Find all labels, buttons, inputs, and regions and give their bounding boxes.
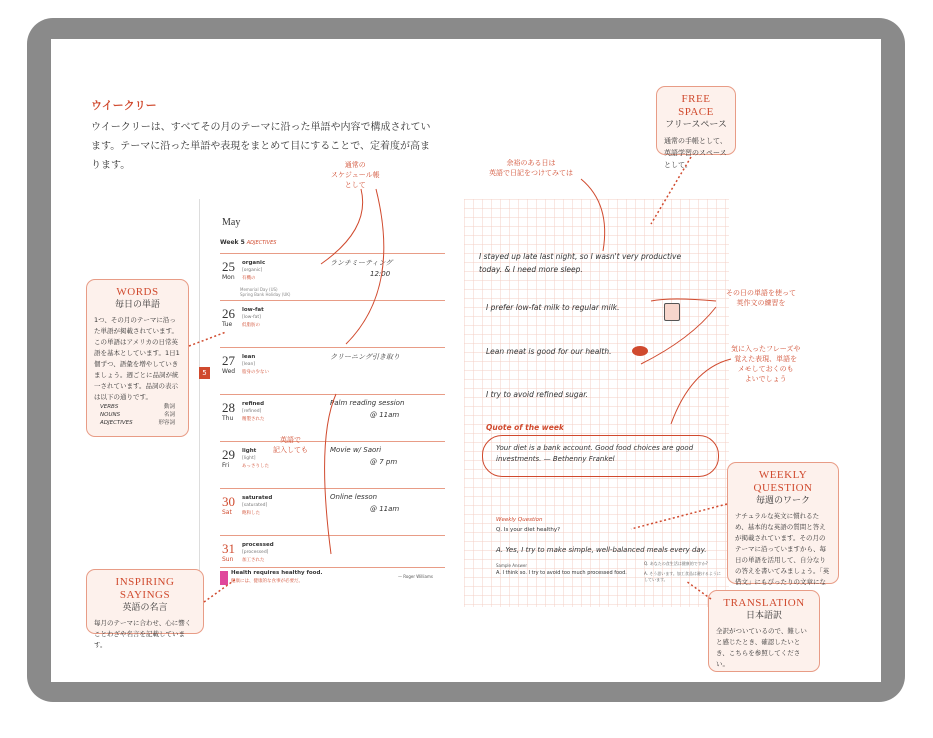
note-use-word: その日の単語を使って 英作文の練習を — [726, 289, 796, 307]
pos-en: VERBS — [100, 404, 119, 410]
day-note: ランチミーティング — [330, 259, 393, 267]
saying-author: — Roger Williams — [398, 574, 433, 579]
day-name: Tue — [222, 321, 233, 328]
day-word-jp: あっさりした — [242, 464, 269, 469]
day-word: organic — [242, 260, 266, 266]
translation-title: TRANSLATION — [723, 597, 805, 609]
pos-en: ADJECTIVES — [100, 420, 133, 426]
translation-q: Q. あなたの食生活は健康的ですか? — [644, 561, 708, 566]
day-name: Sat — [222, 509, 232, 516]
day-word: refined — [242, 401, 265, 407]
day-name: Fri — [222, 462, 230, 469]
day-name: Sun — [222, 556, 234, 563]
inspiring-title: INSPIRING SAYINGS — [115, 576, 175, 601]
day-word: light — [242, 448, 257, 454]
free-space-body: 通常の手帳として、英語学習のスペースとして。 — [664, 137, 727, 169]
sample-answer: A. I think so. I try to avoid too much processed food. — [496, 570, 627, 576]
free-space-subtitle: フリースペース — [665, 120, 727, 130]
translation-body: 全訳がついているので、難しいと感じたとき、確認したいとき、こちらを参照してください。 — [716, 627, 807, 668]
weekly-question-label: Weekly Question — [496, 517, 543, 523]
day-word-jp: 飽和した — [242, 511, 260, 516]
month-tab[interactable]: 5 — [199, 367, 210, 379]
day-note: Palm reading session — [330, 399, 405, 407]
sentence-3: I try to avoid refined sugar. — [486, 390, 589, 399]
day-word: processed — [242, 542, 274, 548]
diary-line-1: I stayed up late last night, so I wasn't very productive — [479, 252, 682, 261]
day-note-time: @ 11am — [370, 411, 400, 419]
day-number: 26 — [222, 306, 235, 321]
note-diary: 余裕のある日は 英語で日記をつけてみては — [489, 159, 573, 177]
pos-en: NOUNS — [100, 412, 121, 418]
free-space-title: FREE SPACE — [678, 93, 714, 118]
translation-subtitle: 日本語訳 — [745, 611, 782, 621]
day-note: クリーニング引き取り — [330, 353, 400, 361]
note-schedule: 通常の スケジュール帳 として — [331, 161, 380, 189]
day-word-pron: [lean] — [242, 362, 256, 367]
day-word: saturated — [242, 495, 273, 501]
intro-heading: ウイークリー — [91, 99, 157, 112]
sample-label: Sample Answer — [496, 563, 528, 568]
diary-line-2: today. & I need more sleep. — [479, 265, 583, 274]
inspiring-subtitle: 英語の名言 — [122, 603, 168, 613]
day-word-jp: 精製された — [242, 417, 265, 422]
pos-jp: 名詞 — [163, 412, 175, 418]
saying-jp: 健康には、健康的な食事が必要だ。 — [231, 579, 303, 584]
day-word-jp: 有機の — [242, 276, 256, 281]
weekly-question-title: WEEKLY QUESTION — [753, 469, 813, 494]
day-word: lean — [242, 354, 256, 360]
sentence-2: Lean meat is good for our health. — [486, 347, 612, 356]
note-english-write: 英語で 記入しても — [273, 436, 308, 454]
day-note: Movie w/ Saori — [330, 446, 382, 454]
week-number: Week 5 — [220, 239, 245, 246]
day-word-pron: [low-fat] — [242, 315, 261, 320]
sentence-1: I prefer low-fat milk to regular milk. — [486, 303, 620, 312]
day-word-pron: [light] — [242, 456, 256, 461]
day-number: 29 — [222, 447, 235, 462]
intro-text: ウイークリーは、すべてその月のテーマに沿った単語や内容で構成されています。テーマに沿った単語や表現をまとめて目にすることで、定着度が高まります。 — [91, 122, 431, 171]
day-number: 31 — [222, 541, 235, 556]
day-word-pron: [refined] — [242, 409, 262, 414]
day-word-pron: [organic] — [242, 268, 263, 273]
day-word-jp: 脂身の少ない — [242, 370, 269, 375]
words-subtitle: 毎日の単語 — [114, 300, 160, 310]
weekly-question-subtitle: 毎週のワーク — [755, 496, 810, 506]
day-number: 28 — [222, 400, 235, 415]
day-number: 27 — [222, 353, 235, 368]
day-word-pron: [saturated] — [242, 503, 268, 508]
day-note-time: @ 7 pm — [370, 458, 398, 466]
day-word-jp: 加工された — [242, 558, 265, 563]
week-pos: ADJECTIVES — [246, 240, 277, 246]
leader-lines — [51, 39, 881, 682]
day-holiday: Memorial Day (US) Spring Bank Holiday (UK) — [240, 287, 291, 297]
day-word-pron: [processed] — [242, 550, 269, 555]
brochure-page — [51, 39, 881, 682]
words-title: WORDS — [116, 286, 159, 298]
day-number: 30 — [222, 494, 235, 509]
day-note: Online lesson — [330, 493, 378, 501]
words-body: 1つ、その月のテーマに沿った単語が掲載されています。この単語はアメリカの日常英語を基本としています。1日1個ずつ、語彙を増やしていきましょう。週ごとに品詞が統一されています。品詞の表示は以下の通りです。 — [94, 316, 180, 401]
inspiring-body: 毎月のテーマに合わせ、心に響くことわざや名言を記載しています。 — [94, 619, 192, 649]
day-note-time: @ 11am — [370, 505, 400, 513]
answer-text: A. Yes, I try to make simple, well-balanced meals every day. — [496, 546, 707, 554]
translation-a: A. そう思います。加工食品は避けるようにしています。 — [644, 571, 721, 582]
day-number: 25 — [222, 259, 235, 274]
day-name: Wed — [222, 368, 236, 375]
question-text: Q. Is your diet healthy? — [496, 527, 561, 533]
pos-jp: 形容詞 — [158, 420, 175, 426]
pos-jp: 動詞 — [163, 404, 175, 410]
day-word: low-fat — [242, 307, 264, 313]
day-name: Thu — [222, 415, 234, 422]
quote-heading: Quote of the week — [486, 423, 564, 432]
quote-text: Your diet is a bank account. Good food choices are good investments. — Bethenny Frankel — [496, 444, 694, 463]
weekly-question-body: ナチュラルな英文に慣れるため、基本的な英語の質問と答えが掲載されています。その月のテーマに沿っていますから、毎日の単語を活用して、自分なりの答えを書いてみましょう。「英借文」にもぴったりの文章にな — [735, 512, 830, 586]
day-note-time: 12:00 — [370, 270, 391, 278]
day-word-jp: 低脂肪の — [242, 323, 260, 328]
month-title: May — [222, 217, 241, 228]
note-memo-phrase: 気に入ったフレーズや 覚えた表現、単語を メモしておくのも よいでしょう — [731, 345, 801, 383]
day-name: Mon — [222, 274, 235, 281]
saying-text: Health requires healthy food. — [231, 570, 323, 576]
